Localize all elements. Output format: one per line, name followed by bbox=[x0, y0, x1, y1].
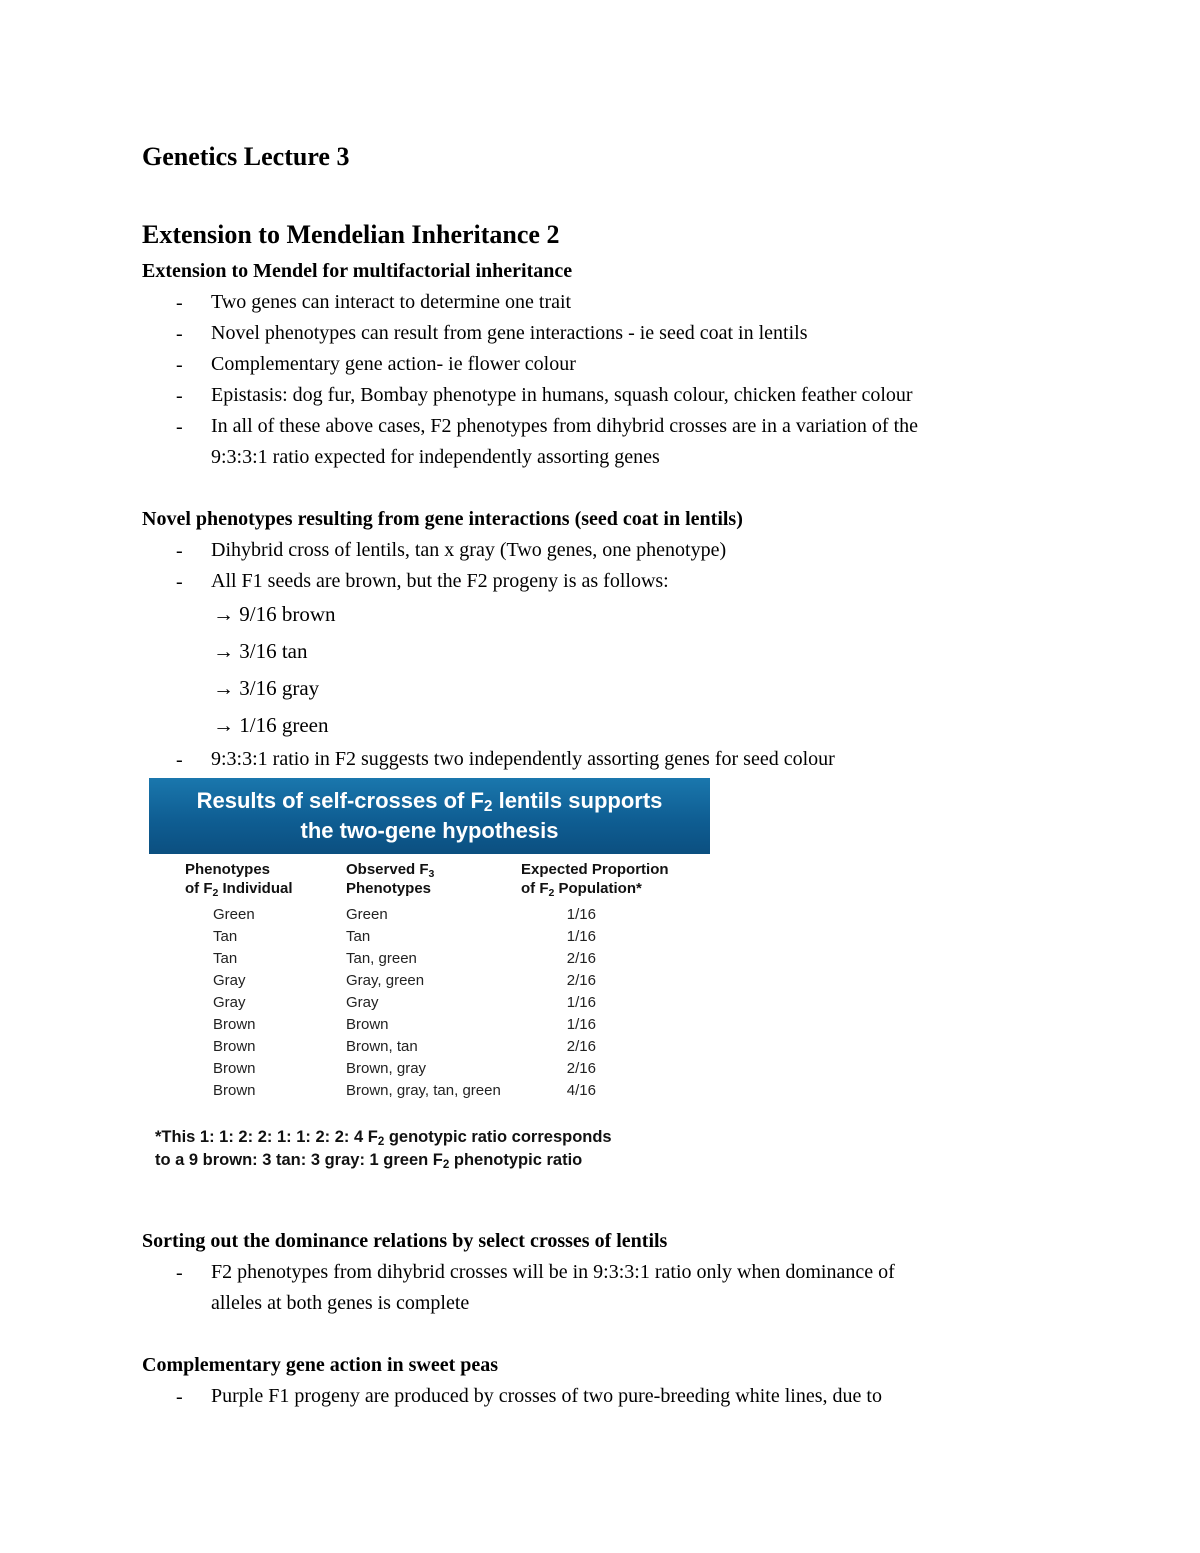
figure-footnote-line2: to a 9 brown: 3 tan: 3 gray: 1 green $F_2$ phenotypic ratio bbox=[155, 1151, 583, 1171]
table-cell-proportion: 2/16 bbox=[566, 972, 596, 989]
table-cell-f2: Brown bbox=[213, 1016, 256, 1033]
list-item: 9:3:3:1 ratio in F2 suggests two independently assorting genes for seed colour bbox=[211, 748, 835, 770]
list-item: Dihybrid cross of lentils, tan x gray (Two genes, one phenotype) bbox=[211, 539, 727, 561]
figure-title-line2: the two-gene hypothesis bbox=[300, 818, 559, 843]
table-cell-f2: Brown bbox=[213, 1038, 256, 1055]
table-cell-f3: Brown, gray, tan, green bbox=[346, 1082, 501, 1099]
list-item-continuation: alleles at both genes is complete bbox=[211, 1292, 470, 1314]
bullet-dash: - bbox=[176, 385, 183, 407]
bullet-dash: - bbox=[176, 416, 183, 438]
ratio-item-tan: → 3/16 tan bbox=[213, 639, 308, 663]
table-cell-f3: Brown bbox=[346, 1016, 389, 1033]
table-cell-proportion: 2/16 bbox=[566, 950, 596, 967]
table-cell-f3: Green bbox=[346, 906, 388, 923]
table-cell-f2: Gray bbox=[213, 994, 246, 1011]
table-cell-proportion: 1/16 bbox=[566, 994, 596, 1011]
table-cell-proportion: 1/16 bbox=[566, 906, 596, 923]
figure-banner bbox=[149, 778, 710, 854]
list-item: F2 phenotypes from dihybrid crosses will be in 9:3:3:1 ratio only when dominance of bbox=[211, 1261, 895, 1283]
table-cell-f2: Brown bbox=[213, 1060, 256, 1077]
results-figure bbox=[149, 778, 710, 1178]
list-item: Purple F1 progeny are produced by crosses of two pure-breeding white lines, due to bbox=[211, 1385, 882, 1407]
list-item: All F1 seeds are brown, but the F2 progeny is as follows: bbox=[211, 570, 669, 592]
section-heading-dominance: Sorting out the dominance relations by select crosses of lentils bbox=[142, 1230, 668, 1252]
list-item: Epistasis: dog fur, Bombay phenotype in humans, squash colour, chicken feather colour bbox=[211, 384, 913, 406]
table-cell-f2: Brown bbox=[213, 1082, 256, 1099]
ratio-item-brown: → 9/16 brown bbox=[213, 602, 336, 626]
figure-title-line1: Results of self-crosses of $F_2$ lentils supports bbox=[196, 788, 663, 815]
bullet-dash: - bbox=[176, 354, 183, 376]
bullet-dash: - bbox=[176, 1262, 183, 1284]
table-cell-f3: Brown, gray bbox=[346, 1060, 427, 1077]
column-header-f2-phenotype: Phenotypes of $F_2$ Individual bbox=[185, 861, 293, 899]
table-cell-proportion: 4/16 bbox=[566, 1082, 596, 1099]
section-heading-complementary: Complementary gene action in sweet peas bbox=[142, 1354, 499, 1376]
bullet-dash: - bbox=[176, 292, 183, 314]
figure-footnote-line1: *This 1: 1: 2: 2: 1: 1: 2: 2: 4 $F_2$ genotypic ratio corresponds bbox=[155, 1128, 612, 1148]
table-cell-f2: Gray bbox=[213, 972, 246, 989]
list-item-continuation: 9:3:3:1 ratio expected for independently assorting genes bbox=[211, 446, 660, 468]
table-cell-f3: Tan, green bbox=[346, 950, 417, 967]
table-cell-f2: Tan bbox=[213, 950, 238, 967]
document-title: Genetics Lecture 3 bbox=[142, 142, 350, 171]
column-header-f3-phenotypes: Observed $F_3$ Phenotypes bbox=[346, 861, 435, 897]
bullet-dash: - bbox=[176, 749, 183, 771]
table-cell-f2: Tan bbox=[213, 928, 238, 945]
document-subtitle: Extension to Mendelian Inheritance 2 bbox=[142, 220, 560, 249]
table-cell-proportion: 1/16 bbox=[566, 928, 596, 945]
list-item: In all of these above cases, F2 phenotypes from dihybrid crosses are in a variation of the bbox=[211, 415, 919, 437]
list-item: Complementary gene action- ie flower colour bbox=[211, 353, 576, 375]
table-cell-f3: Gray bbox=[346, 994, 379, 1011]
ratio-item-gray: → 3/16 gray bbox=[213, 676, 320, 700]
bullet-dash: - bbox=[176, 323, 183, 345]
list-item: Two genes can interact to determine one trait bbox=[211, 291, 572, 313]
bullet-dash: - bbox=[176, 571, 183, 593]
column-header-expected-proportion: Expected Proportion of $F_2$ Population* bbox=[521, 861, 669, 899]
list-item: Novel phenotypes can result from gene interactions - ie seed coat in lentils bbox=[211, 322, 808, 344]
section-heading-novel-phenotypes: Novel phenotypes resulting from gene interactions (seed coat in lentils) bbox=[142, 508, 743, 530]
section-heading-multifactorial: Extension to Mendel for multifactorial inheritance bbox=[142, 260, 573, 282]
table-cell-f3: Gray, green bbox=[346, 972, 425, 989]
table-cell-proportion: 2/16 bbox=[566, 1038, 596, 1055]
bullet-dash: - bbox=[176, 540, 183, 562]
ratio-item-green: → 1/16 green bbox=[213, 713, 329, 737]
table-cell-f3: Tan bbox=[346, 928, 371, 945]
table-cell-f2: Green bbox=[213, 906, 255, 923]
table-cell-proportion: 2/16 bbox=[566, 1060, 596, 1077]
bullet-dash: - bbox=[176, 1386, 183, 1408]
table-cell-f3: Brown, tan bbox=[346, 1038, 418, 1055]
table-cell-proportion: 1/16 bbox=[566, 1016, 596, 1033]
